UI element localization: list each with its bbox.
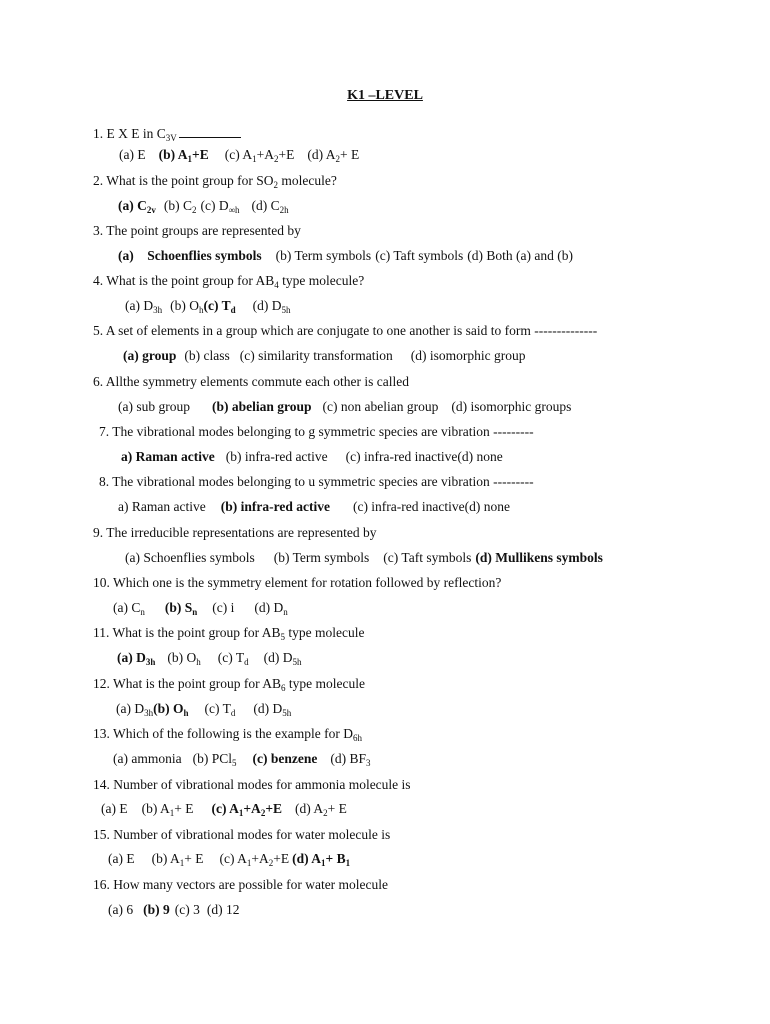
correct-option-a: (a) group [123,348,177,363]
option-d: (d) $A_2+ E$ [295,801,347,818]
question-7-text: 7. The vibrational modes belonging to g symmetric species are vibration --------- [99,424,534,439]
correct-option-b: (b) $S_n$ [164,600,198,617]
question-8-text: 8. The vibrational modes belonging to u symmetric species are vibration --------- [99,474,534,489]
option-c: (c) Taft symbols [383,550,472,565]
option-c: (c) Taft symbols [375,248,464,263]
correct-option-c: (c) benzene [252,751,318,766]
option-b: (b) $O_h$ [170,298,204,315]
option-c: (c) $A_1+A_2+E$ [224,147,295,164]
answer-blank [179,127,241,138]
option-a: (a) ammonia [113,751,182,766]
question-10-options [113,599,288,617]
question-2-options [118,197,289,215]
question-4-text: 4. What is the point group for $AB_4$ type molecule? [93,273,365,290]
option-c: (c) infra-red inactive [352,499,465,514]
option-a: (a) $D_{3h}$ [125,298,163,315]
option-d: (d) none [464,499,510,514]
question-5-text: 5. A set of elements in a group which are conjugate to one another is said to form -------------- [93,323,598,338]
option-b: (b) $O_h$ [167,650,201,667]
option-c: (c) infra-red inactive [345,449,458,464]
question-9-options [125,549,603,567]
correct-option-b: (b) infra-red active [220,499,330,514]
option-d: (d) isomorphic group [410,348,526,363]
option-d: (d) $D_n$ [254,600,288,617]
question-14-options [101,800,347,818]
correct-option-b: (b) 9 [143,902,170,917]
option-a: (a) E [119,147,146,162]
option-d: (d) isomorphic groups [451,399,572,414]
option-c: (c) 3 [174,902,200,917]
option-c: (c) $A_1+A_2+E$ [219,851,290,868]
option-a: (a) Schoenflies symbols [125,550,255,565]
option-c: (c) non abelian group [322,399,439,414]
question-4-options [125,297,291,315]
option-c: (c) $D_{\infty h}$ [200,198,240,215]
correct-option-c: (c) $A_1+A_2+E$ [211,801,283,818]
option-c: (c) similarity transformation [239,348,393,363]
correct-option-d: (d) $A_1+ B_1$ [292,851,351,868]
option-d: (d) $D_{5h}$ [263,650,302,667]
correct-option-d: (d) Mullikens symbols [475,550,603,565]
correct-option-b: (b) abelian group [211,399,312,414]
option-b: (b) PCl$_5$ [192,751,237,768]
question-9-text: 9. The irreducible representations are represented by [93,525,377,540]
option-d: (d) Both (a) and (b) [467,248,573,263]
option-a: (a) sub group [118,399,190,414]
question-14-text: 14. Number of vibrational modes for ammonia molecule is [93,777,411,792]
question-6-text: 6. Allthe symmetry elements commute each other is called [93,374,410,389]
option-b: (b) Term symbols [273,550,370,565]
option-b: (b) Term symbols [275,248,372,263]
question-6-options [118,398,571,416]
question-5-options [123,347,525,365]
option-c: (c) $T_d$ [217,650,249,667]
question-15-text: 15. Number of vibrational modes for water molecule is [93,827,391,842]
option-d: (d) $A_2+ E$ [307,147,360,164]
question-12-text: 12. What is the point group for $AB_6$ type molecule [93,676,365,693]
correct-option-a: (a) $D_{3h}$ [117,650,156,667]
question-1-text: 1. E X E in $C_{3V}$ [93,125,241,143]
option-d: (d) $C_{2h}$ [251,198,289,215]
option-c: (c) $T_d$ [204,701,236,718]
option-d: (d) $D_{5h}$ [252,298,291,315]
question-13-text: 13. Which of the following is the example for $D_{6h}$ [93,726,362,743]
option-a: (a) E [101,801,128,816]
question-16-text: 16. How many vectors are possible for water molecule [93,877,389,892]
question-2-text: 2. What is the point group for $SO_2$ molecule? [93,173,337,190]
option-d: (d) none [457,449,503,464]
option-d: (d) $BF_3$ [330,751,371,768]
option-a: a) Raman active [118,499,206,514]
question-11-options [117,649,302,667]
option-b: (b) infra-red active [225,449,328,464]
correct-option-a: (a) $C_{2v}$ [118,198,156,215]
option-a: (a) 6 [108,902,134,917]
option-d: (d) 12 [206,902,240,917]
option-a: (a) $D_{3h}$ [116,701,154,718]
question-3-options [118,247,573,265]
question-1-options [119,146,359,164]
option-b: (b) $A_1+ E$ [151,851,204,868]
correct-option-c: (c) $T_d$ [203,298,236,315]
option-a: (a) E [108,851,135,866]
option-a: (a) $C_n$ [113,600,145,617]
question-8-options [118,498,510,516]
question-10-text: 10. Which one is the symmetry element for rotation followed by reflection? [93,575,502,590]
correct-option-a: (a) Schoenflies symbols [118,248,262,263]
question-3-text: 3. The point groups are represented by [93,223,301,238]
correct-option-b: (b) $A_1+E$ [158,147,209,164]
question-12-options [116,700,291,718]
question-16-options [108,901,239,919]
option-b: (b) $C_2$ [163,198,197,215]
page-title: K1 –LEVEL [347,88,423,103]
question-11-text: 11. What is the point group for $AB_5$ type molecule [93,625,365,642]
option-d: (d) $D_{5h}$ [253,701,292,718]
question-7-options [121,448,503,466]
option-b: (b) $A_1+ E$ [141,801,194,818]
question-13-options [113,750,371,768]
correct-option-b: (b) $O_h$ [153,701,189,718]
option-c: (c) i [212,600,235,615]
question-15-options [108,850,350,868]
correct-option-a: a) Raman active [121,449,215,464]
option-b: (b) class [184,348,230,363]
